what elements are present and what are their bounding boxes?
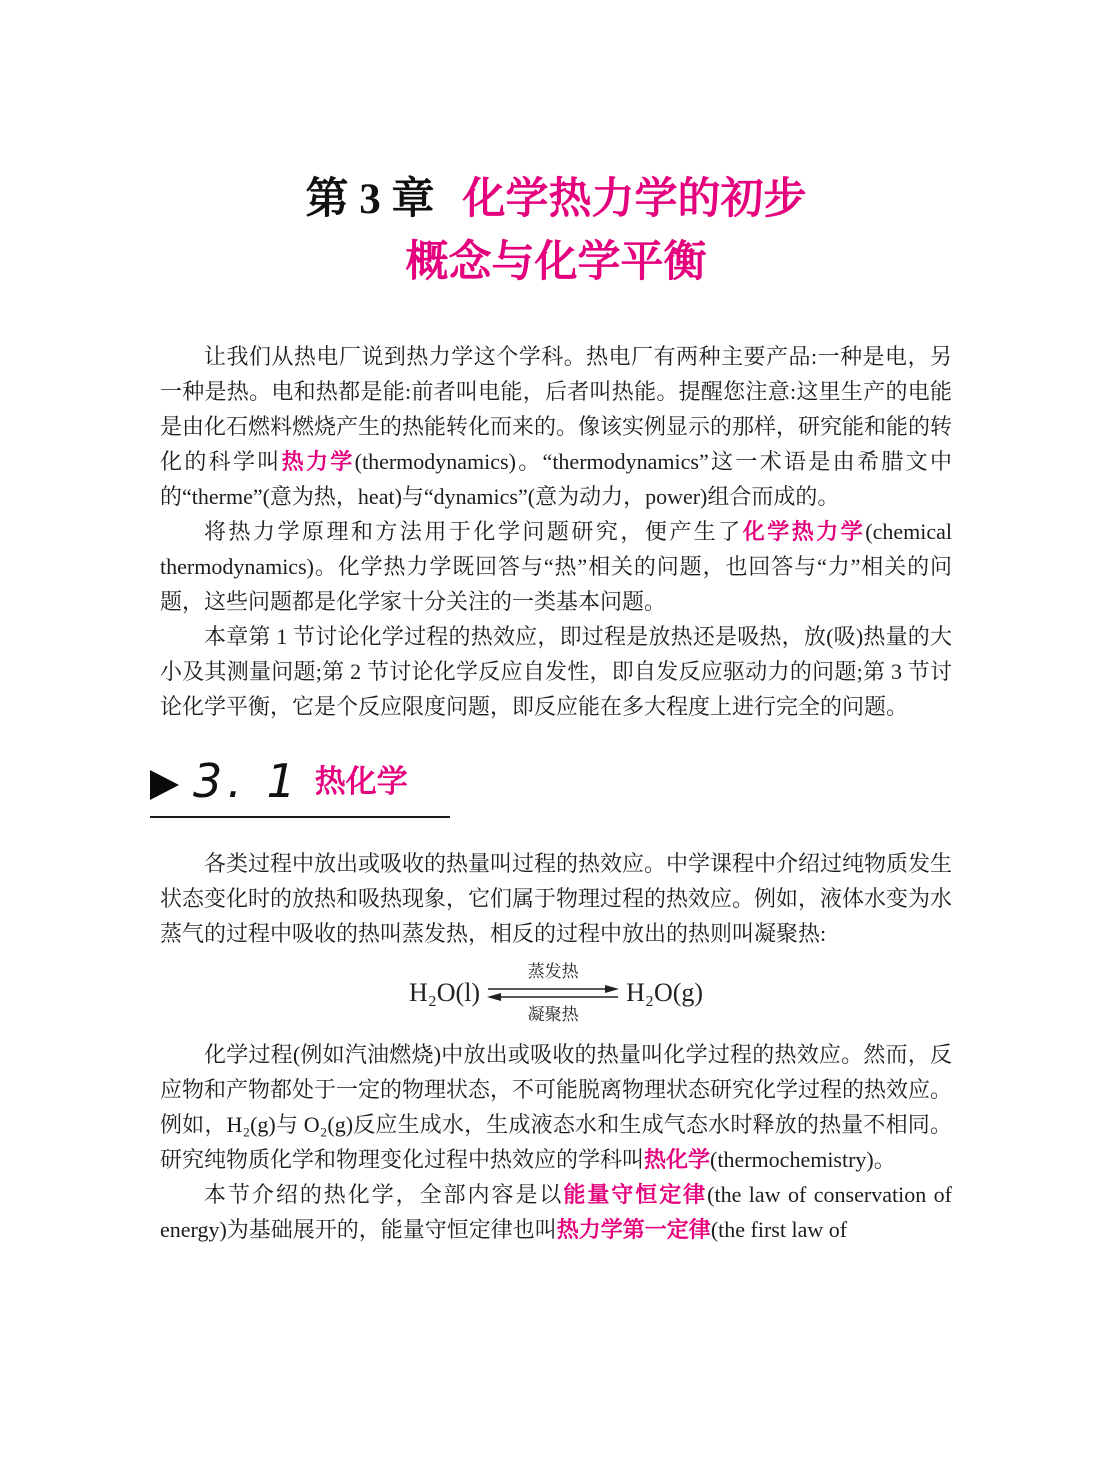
- chapter-title-text-2: 概念与化学平衡: [405, 238, 707, 287]
- equation-left-species: H₂O(l): [408, 977, 481, 1007]
- text-segment: 将热力学原理和方法用于化学问题研究，便产生了: [204, 518, 743, 544]
- chapter-number: 第 3 章: [305, 176, 435, 223]
- highlight-term: 热力学第一定律: [556, 1216, 711, 1242]
- text-segment: (the first law of: [710, 1216, 848, 1242]
- equation-arrows-block: [487, 963, 619, 1023]
- section-paragraphs-1: [160, 846, 952, 951]
- highlight-term: 能量守恒定律: [563, 1181, 708, 1207]
- paragraph: [160, 339, 952, 514]
- paragraph: [160, 619, 952, 724]
- text-segment: 化学过程(例如汽油燃烧)中放出或吸收的热量叫化学过程的热效应。然而，反应物和产物都处于一定的物理状态，不可能脱离物理状态研究化学过程的热效应。例如，H₂(g)与 O₂(g)反应生成水，生成液态水和生成气态水时释放的热量不相同。研究纯物质化学和物理变化过程中热效应的学科叫: [160, 1041, 953, 1172]
- equation-top-label: 蒸发热: [527, 961, 579, 981]
- section-number: 3. 1: [193, 753, 301, 808]
- paragraph: [160, 846, 952, 951]
- equation-bottom-label: 凝聚热: [527, 1004, 579, 1024]
- text-segment: (the law of conservation of energy)为基础展开的，能量守恒定律也叫: [160, 1181, 952, 1242]
- intro-paragraphs: [160, 339, 952, 724]
- highlight-term: 热化学: [644, 1146, 711, 1172]
- highlight-term: 热力学: [281, 448, 355, 474]
- text-segment: (thermodynamics)。“thermodynamics”这一术语是由希腊文中的“therme”(意为热，heat)与“dynamics”(意为动力，power)组合而成的。: [160, 448, 952, 509]
- chemical-equation: [160, 963, 952, 1023]
- chapter-title-line1: [160, 168, 952, 231]
- paragraph: [160, 1177, 952, 1247]
- triangle-marker-icon: [150, 770, 179, 800]
- highlight-term: 化学热力学: [742, 518, 866, 544]
- paragraph: [160, 514, 952, 619]
- chapter-title-text: 化学热力学的初步: [462, 175, 807, 223]
- text-segment: (chemical thermodynamics)。化学热力学既回答与“热”相关的问题，也回答与“力”相关的问题，这些问题都是化学家十分关注的一类基本问题。: [160, 518, 952, 614]
- equilibrium-arrows-icon: [487, 984, 619, 1002]
- paragraph: [160, 1037, 952, 1177]
- text-segment: (thermochemistry)。: [710, 1146, 896, 1172]
- section-paragraphs-2: [160, 1037, 952, 1247]
- chapter-title-line2: [160, 231, 952, 294]
- section-title: 热化学: [314, 763, 408, 799]
- equation-right-species: H₂O(g): [626, 977, 704, 1007]
- text-segment: 让我们从热电厂说到热力学这个学科。热电厂有两种主要产品:一种是电，另一种是热。电和热都是能:前者叫电能，后者叫热能。提醒您注意:这里生产的电能是由化石燃料燃烧产生的热能转化而来的。像该实例显示的那样，研究能和能的转化的科学叫: [160, 343, 953, 474]
- text-segment: 本章第 1 节讨论化学过程的热效应，即过程是放热还是吸热，放(吸)热量的大小及其测量问题;第 2 节讨论化学反应自发性，即自发反应驱动力的问题;第 3 节讨论化学平衡，它是个反应限度问题，即反应能在多大程度上进行完全的问题。: [160, 623, 952, 719]
- text-segment: 本节介绍的热化学，全部内容是以: [204, 1181, 564, 1207]
- section-heading: [150, 754, 450, 818]
- chapter-title: [160, 168, 952, 295]
- text-segment: 各类过程中放出或吸收的热量叫过程的热效应。中学课程中介绍过纯物质发生状态变化时的放热和吸热现象，它们属于物理过程的热效应。例如，液体水变为水蒸气的过程中吸收的热叫蒸发热，相反的过程中放出的热则叫凝聚热:: [160, 850, 953, 946]
